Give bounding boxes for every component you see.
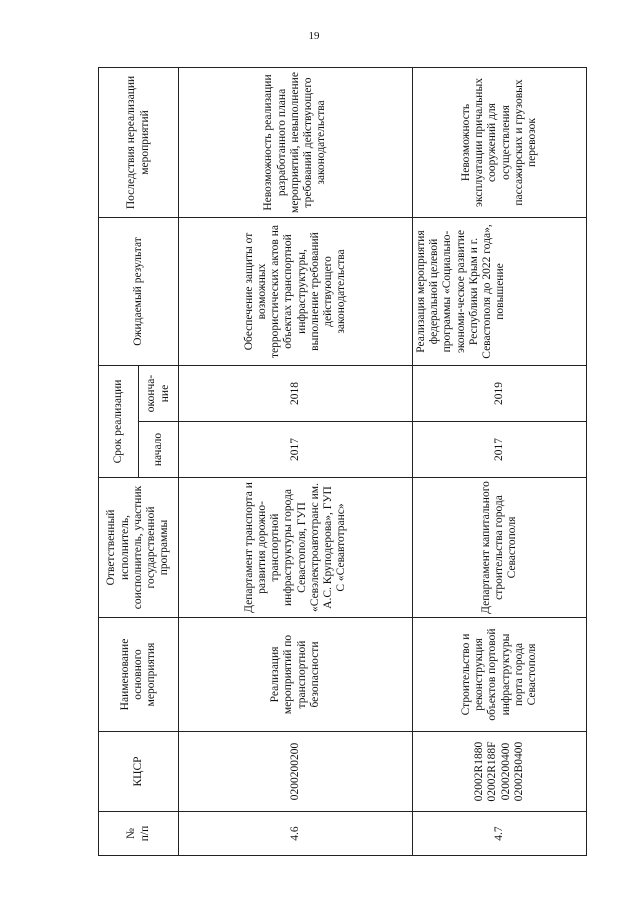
row-result-text: Реализация мероприятия федеральной целевой программы «Социально-экономи-ческое развитие Республики Крым и г. Севастополя до 2022 года», повышение [415,224,507,359]
row-kcsr: 0200200200 [179,732,413,812]
row-name: Реализация мероприятий по транспортной безопасности [179,618,413,732]
row-result: Обеспечение защиты от возможных террористических актов на объектах транспортной инфраструктуры, выполнение требований действующего законодательства [179,218,413,366]
row-start: 2017 [413,422,587,478]
row-start: 2017 [179,422,413,478]
table-row [179,68,413,856]
header-term-start: начало [139,422,179,478]
row-kcsr: 02002R1880 02002R188F 0200200400 02002B0400 [413,732,587,812]
row-executor: Департамент капитального строительства города Севастополя [413,478,587,618]
row-num: 4.6 [179,812,413,856]
header-consequences: Последствия нереализации мероприятий [99,68,179,218]
row-end: 2019 [413,366,587,422]
row-result [413,218,587,366]
measures-table [98,67,587,856]
table-frame [98,68,586,856]
row-consequences: Невозможность эксплуатации причальных сооружений для осуществления пассажирских и грузовых перевозок [413,68,587,218]
row-consequences: Невозможность реализации разработанного плана мероприятий, невыполнение требований действующего законодательства [179,68,413,218]
header-executor: Ответственный исполнитель, соисполнитель, участник государственной программы [99,478,179,618]
header-num: № п/п [99,812,179,856]
row-executor: Департамент транспорта и развития дорожно-транспортной инфраструктуры города Севастополя, ГУП «Севэлектроавтотранс им. А.С. Круподерова», ГУП С «Севавтотранс» [179,478,413,618]
row-num: 4.7 [413,812,587,856]
header-result: Ожидаемый результат [99,218,179,366]
page-number: 19 [308,30,320,42]
row-name: Строительство и реконструкция объектов портовой инфраструктуры порта города Севастополя [413,618,587,732]
table-row [413,68,587,856]
header-kcsr: КЦСР [99,732,179,812]
row-end: 2018 [179,366,413,422]
header-name: Наименование основного мероприятия [99,618,179,732]
header-term-end: оконча-ние [139,366,179,422]
header-term: Срок реализации [99,366,139,478]
